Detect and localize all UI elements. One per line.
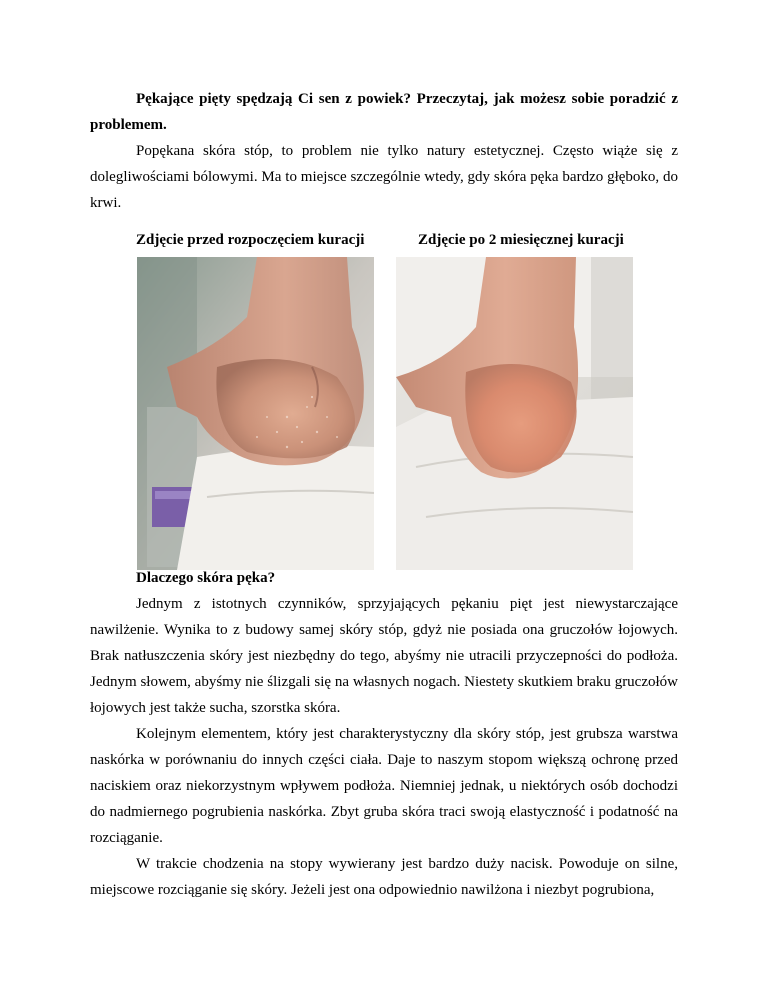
section-paragraph-2: Kolejnym elementem, który jest charakterystyczny dla skóry stóp, jest grubsza warstwa naskórka w porównaniu do innych części ciała. Daje to naszym stopom większą ochronę przed naciskiem oraz niekorzystnym wpływem podłoża. Niemniej jednak, u niektórych osób dochodzi do nadmiernego pogrubienia naskórka. Zbyt gruba skóra traci swoją elastyczność i podatność na rozciąganie. [90, 726, 678, 846]
section-paragraph-3: W trakcie chodzenia na stopy wywierany jest bardzo duży nacisk. Powoduje on silne, miejscowe rozciąganie się skóry. Jeżeli jest ona odpowiednio nawilżona i niezbyt pogrubiona, [90, 856, 678, 898]
before-treatment-photo [137, 257, 374, 570]
photo-captions [0, 227, 768, 253]
article-heading: Pękające pięty spędzają Ci sen z powiek? Przeczytaj, jak możesz sobie poradzić z problemem. [90, 91, 678, 133]
before-photo-caption: Zdjęcie przed rozpoczęciem kuracji [136, 232, 365, 248]
after-photo-caption: Zdjęcie po 2 miesięcznej kuracji [418, 232, 624, 248]
section-heading: Dlaczego skóra pęka? [136, 570, 276, 586]
section-block [90, 565, 678, 903]
intro-block [90, 86, 678, 216]
after-treatment-photo [396, 257, 633, 570]
section-paragraph-1: Jednym z istotnych czynników, sprzyjających pękaniu pięt jest niewystarczające nawilżenie. Wynika to z budowy samej skóry stóp, gdyż nie posiada ona gruczołów łojowych. Brak natłuszczenia skóry jest niezbędny do tego, abyśmy nie utracili przyczepności do podłoża. Jednym słowem, abyśmy nie ślizgali się na własnych nogach. Niestety skutkiem braku gruczołów łojowych jest także sucha, szorstka skóra. [90, 596, 678, 716]
intro-paragraph: Popękana skóra stóp, to problem nie tylko natury estetycznej. Często wiąże się z dolegliwościami bólowymi. Ma to miejsce szczególnie wtedy, gdy skóra pęka bardzo głęboko, do krwi. [90, 143, 678, 211]
